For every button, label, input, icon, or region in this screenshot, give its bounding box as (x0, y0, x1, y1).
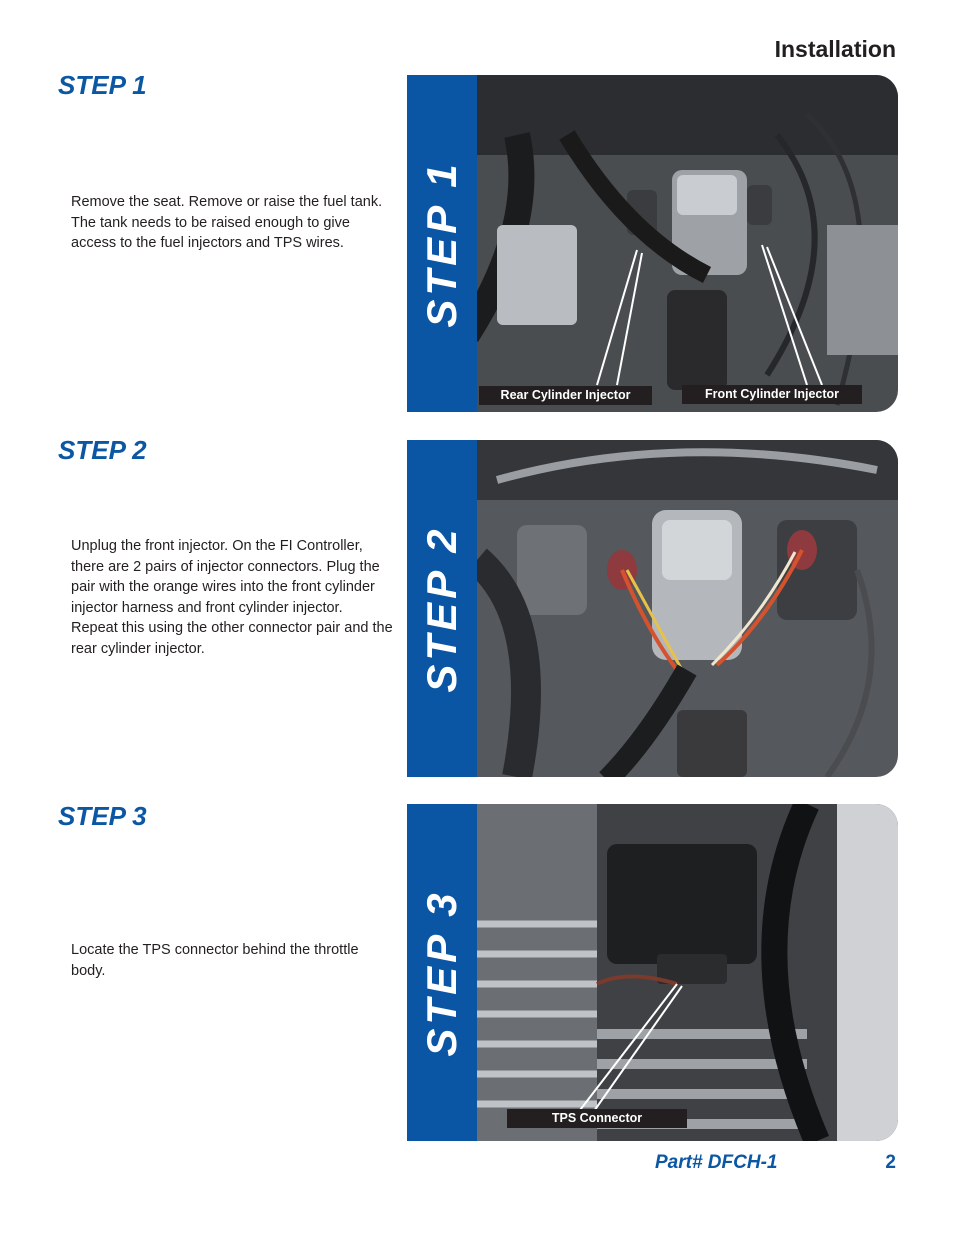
step-1-band-label: STEP 1 (418, 159, 465, 328)
page-number: 2 (885, 1152, 896, 1173)
step-2-instructions: Unplug the front injector. On the FI Controller, there are 2 pairs of injector connectors. Plug the pair with the orange wires into the front cylinder injector harness and front cylinder injector. Repeat this using the other connector pair and the rear cylinder injector. (71, 538, 393, 657)
step-2-heading: STEP 2 (58, 435, 147, 465)
step-1-panel (407, 75, 898, 412)
tps-connector-callout: TPS Connector (507, 1109, 687, 1128)
step-3-band-label: STEP 3 (418, 888, 465, 1057)
step-2-panel (407, 440, 898, 777)
section-title: Installation (774, 36, 896, 62)
step-1-band (407, 75, 477, 412)
step-1-instructions: Remove the seat. Remove or raise the fuel tank. The tank needs to be raised enough to give access to the fuel injectors and TPS wires. (71, 194, 383, 251)
step-3-instructions: Locate the TPS connector behind the throttle body. (71, 942, 359, 979)
step-1-heading: STEP 1 (58, 70, 147, 100)
step-3-band (407, 804, 477, 1141)
step-2-band-label: STEP 2 (418, 524, 465, 693)
step-2-photo (477, 440, 898, 777)
step-3-heading: STEP 3 (58, 801, 147, 831)
part-number: Part# DFCH-1 (655, 1152, 778, 1173)
step-3-photo (477, 804, 898, 1141)
step-2-band (407, 440, 477, 777)
rear-cylinder-injector-callout: Rear Cylinder Injector (479, 386, 652, 405)
step-1-photo (477, 75, 898, 412)
front-cylinder-injector-callout: Front Cylinder Injector (682, 385, 862, 404)
step-3-panel (407, 804, 898, 1141)
